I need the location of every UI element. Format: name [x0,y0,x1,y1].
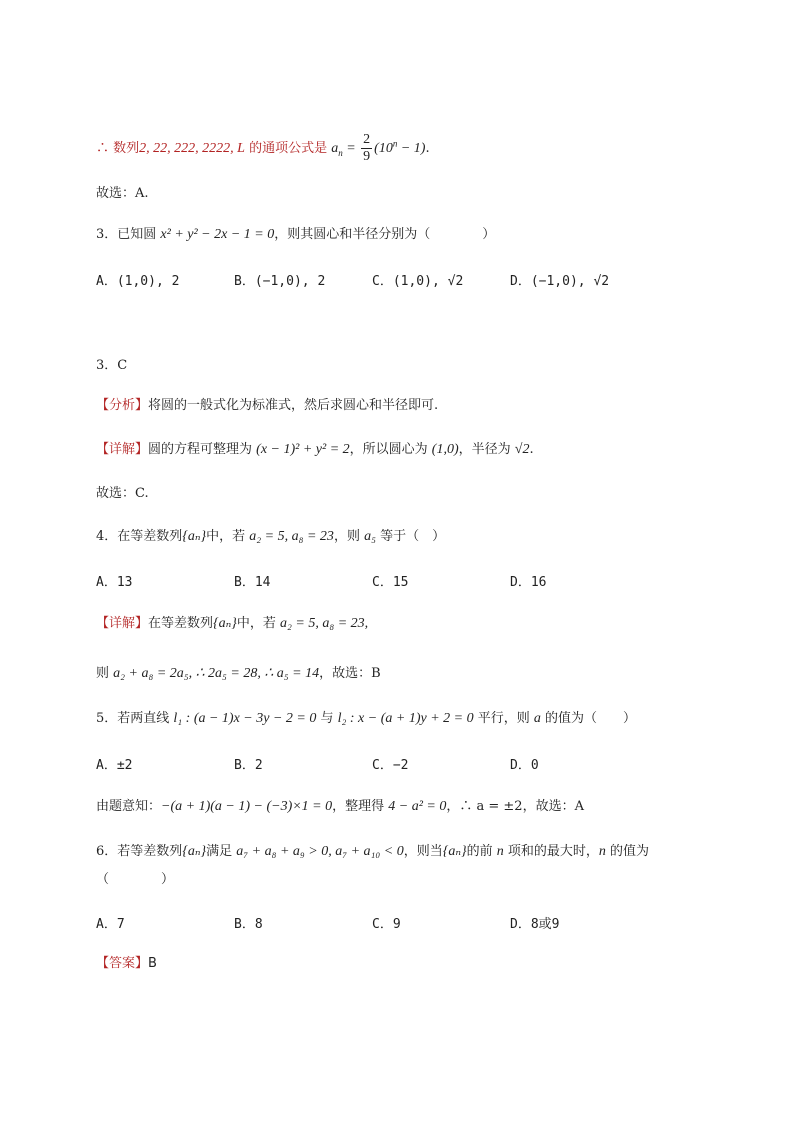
choice-line: 故选：A. [96,186,149,201]
n-var-2: n [598,844,606,859]
radius: √2 [514,442,530,457]
sol-equation-2: 4 − a² = 0 [388,799,447,814]
equals: = [342,141,360,156]
detail-text-d: ，半径为 [458,442,515,457]
option-b: B．2 [234,758,263,773]
question-3-stem [96,225,495,245]
target: a₅ [364,529,376,544]
formula-line [96,132,430,165]
detail-tag: 【详解】 [96,442,149,457]
sol-equation: −(a + 1)(a − 1) − (−3)×1 = 0 [161,799,333,814]
question-6-paren: （ ） [96,872,175,887]
detail-text-b: 中，若 [236,616,281,631]
sequence: {aₙ} [213,616,237,631]
line-l1: l₁ : (a − 1)x − 3y − 2 = 0 [173,711,317,726]
then-text: 则 [96,666,114,681]
n-var: n [496,844,504,859]
option-d: D．(−1,0), √2 [510,274,610,289]
standard-equation: (x − 1)² + y² = 2 [256,442,350,457]
answer-tag: 【答案】 [96,956,149,971]
question-6-stem [96,842,649,862]
fraction: $\frac{2}{9}$ [363,132,371,164]
derivation: a₂ + a₈ = 2a₅, ∴ 2a₅ = 28, ∴ a₅ = 14 [113,666,320,681]
condition: a₂ = 5, a₈ = 23, [280,616,369,631]
detail-text-a: 圆的方程可整理为 [148,442,257,457]
stem-c: 平行，则 [473,711,534,726]
detail-text-a: 在等差数列 [148,616,214,631]
stem-a: 6．若等差数列 [96,844,183,859]
analysis-3 [96,396,438,416]
answer-3: 3．C [96,358,128,373]
stem-a: 5．若两直线 [96,711,174,726]
stem-b: 与 [316,711,338,726]
stem-f: 的值为 [605,844,650,859]
detail-4-line2 [96,664,381,684]
condition: a₇ + a₈ + a₉ > 0, a₇ + a₁₀ < 0 [236,844,404,859]
stem-d: 的值为（ ） [540,711,637,726]
analysis-tag: 【分析】 [96,398,149,413]
question-5-stem [96,709,636,729]
detail-3 [96,440,534,460]
option-b: B．(−1,0), 2 [234,274,326,289]
mid-text: 的通项公式是 [244,141,332,156]
lhs: $a_n$ [331,141,343,158]
option-b: B．8 [234,917,263,932]
analysis-text: 将圆的一般式化为标准式，然后求圆心和半径即可. [148,398,439,413]
stem-d: 的前 [466,844,497,859]
sequence: 2, 22, 222, 2222, L [139,141,245,156]
choose-3: 故选：C. [96,486,149,501]
option-c: C．(1,0), √2 [372,274,464,289]
option-b: B．14 [234,575,271,590]
stem-d: 等于（ ） [375,529,446,544]
sol-text-a: 由题意知： [96,799,162,814]
option-d: D．0 [510,758,539,773]
prefix: ∴ 数列 [96,141,140,156]
detail-text-b: ，所以圆心为 [349,442,432,457]
stem-e: 项和的最大时， [503,844,599,859]
line-l2: l₂ : x − (a + 1)y + 2 = 0 [337,711,474,726]
option-a: A．7 [96,917,125,932]
sol-text-c: ，∴ a = ±2，故选：A [446,799,584,814]
choose-text: ，故选：B [319,666,381,681]
stem-a: 3．已知圆 [96,227,161,242]
detail-4 [96,614,368,634]
detail-tag: 【详解】 [96,616,149,631]
stem-a: 4．在等差数列 [96,529,183,544]
option-d: D．8或9 [510,917,560,932]
option-c: C．−2 [372,758,409,773]
period: . [425,141,430,156]
sequence: {aₙ} [182,844,207,859]
formula-tail: $(10^n - 1)$ [374,138,426,156]
option-c: C．9 [372,917,401,932]
stem-c: ，则 [333,529,365,544]
center: (1,0) [431,442,459,457]
detail-period: . [529,442,534,457]
answer-6 [96,954,157,974]
option-a: A．(1,0), 2 [96,274,180,289]
option-a: A．±2 [96,758,133,773]
stem-b: ，则其圆心和半径分别为（ ） [274,227,496,242]
option-d: D．16 [510,575,547,590]
sol-text-b: ，整理得 [332,799,389,814]
stem-b: 中，若 [206,529,250,544]
sequence: {aₙ} [182,529,207,544]
variable: a [533,711,541,726]
stem-b: 满足 [206,844,237,859]
answer-value: B [148,956,157,971]
option-a: A．13 [96,575,133,590]
sequence-2: {aₙ} [442,844,467,859]
stem-c: ，则当 [403,844,443,859]
condition: a₂ = 5, a₈ = 23 [249,529,334,544]
option-c: C．15 [372,575,409,590]
circle-equation: x² + y² − 2x − 1 = 0 [160,227,275,242]
solution-5 [96,797,584,817]
question-4-stem [96,527,445,547]
